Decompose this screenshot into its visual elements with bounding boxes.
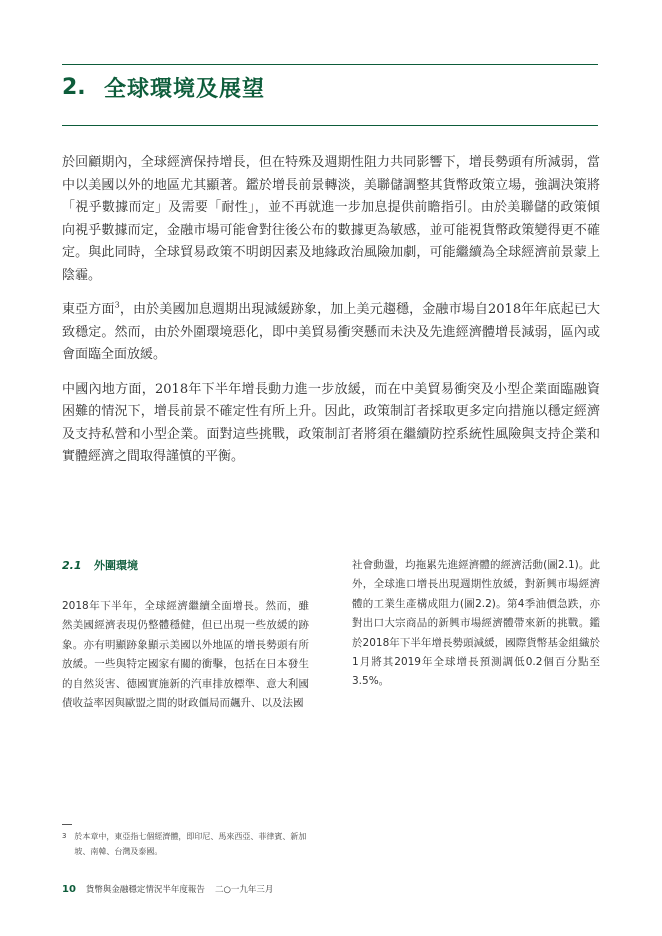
chapter-number: 2. (62, 74, 86, 100)
intro-paragraph: 中國內地方面，2018年下半年增長動力進一步放緩，而在中美貿易衝突及小型企業面臨融資困難的情況下，增長前景不確定性有所上升。因此，政策制訂者採取更多定向措施以穩定經濟及支持私營和小型企業。面對這些挑戰，政策制訂者將須在繼續防控系統性風險與支持企業和實體經濟之間取得謹慎的平衡。 (62, 381, 600, 464)
section-text-left: 2018年下半年，全球經濟繼續全面增長。然而，雖然美國經濟表現仍整體穩健，但已出現一些放緩的跡象。亦有明顯跡象顯示美國以外地區的增長勢頭有所放緩。一些與特定國家有關的衝擊，包括在日本發生的自然災害、德國實施新的汽車排放標準、意大利國債收益率因與歐盟之間的財政僵局而飆升、以及法國 (62, 600, 309, 710)
report-date: 二○一九年三月 (214, 885, 274, 895)
footnote-reference[interactable]: 3 (114, 300, 120, 310)
chapter-heading (62, 70, 265, 104)
heading-bottom-rule (62, 125, 598, 126)
page-footer (62, 883, 273, 895)
right-column (352, 556, 600, 692)
footnote (62, 829, 322, 859)
intro-text (62, 152, 600, 481)
intro-paragraph: 於回顧期內，全球經濟保持增長，但在特殊及週期性阻力共同影響下，增長勢頭有所減弱，當中以美國以外的地區尤其顯著。鑑於增長前景轉淡，美聯儲調整其貨幣政策立場，強調決策將「視乎數據而定」及需要「耐性」，並不再就進一步加息提供前瞻指引。由於美聯儲的政策傾向視乎數據而定，金融市場可能會對往後公布的數據更為敏感，並可能視貨幣政策變得更不確定。與此同時，全球貿易政策不明朗因素及地緣政治風險加劇，可能繼續為全球經濟前景蒙上陰霾。 (62, 155, 600, 283)
chapter-title: 全球環境及展望 (104, 76, 266, 102)
section-number: 2.1 (62, 558, 82, 572)
east-asia-lead: 東亞方面 (62, 302, 115, 317)
top-rule (62, 64, 598, 65)
east-asia-paragraph (62, 299, 600, 367)
report-title: 貨幣與金融穩定情況半年度報告 (85, 885, 205, 895)
footnote-rule (62, 824, 72, 825)
left-column (62, 556, 309, 713)
page-number: 10 (62, 883, 76, 895)
footnote-text: 於本章中，東亞指七個經濟體，即印尼、馬來西亞、菲律賓、新加坡、南韓、台灣及泰國。 (74, 832, 307, 856)
section-title: 外圍環境 (94, 559, 138, 572)
footnote-mark: 3 (62, 832, 67, 840)
east-asia-body: ，由於美國加息週期出現減緩跡象，加上美元趨穩，金融市場自2018年年底起已大致穩定。然而，由於外圍環境惡化，即中美貿易衝突懸而未決及先進經濟體增長減弱，區內或會面臨全面放緩。 (62, 302, 600, 362)
section-heading (62, 556, 309, 574)
section-text-right: 社會動盪，均拖累先進經濟體的經濟活動(圖2.1)。此外，全球進口增長出現週期性放緩，對新興市場經濟體的工業生產構成阻力(圖2.2)。第4季油價急跌，亦對出口大宗商品的新興市場經濟體帶來新的挑戰。鑑於2018年下半年增長勢頭減緩，國際貨幣基金組織於1月將其2019年全球增長預測調低0.2個百分點至3.5%。 (352, 559, 600, 688)
